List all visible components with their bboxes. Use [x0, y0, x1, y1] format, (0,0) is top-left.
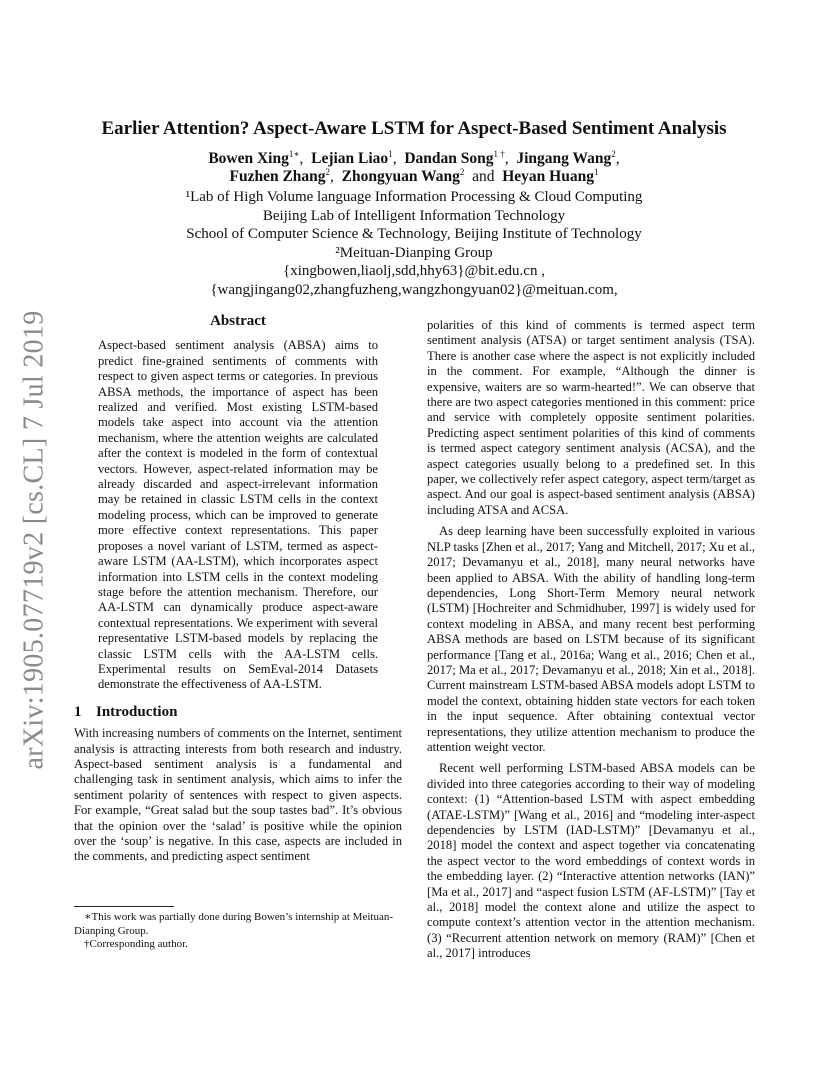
section-heading [74, 705, 402, 720]
author-mark: 1 [388, 148, 393, 159]
author-name: Jingang Wang [516, 150, 612, 167]
author-name: Zhongyuan Wang [341, 167, 460, 185]
author-line-2: Fuzhen Zhang$^2$, Zhongyuan Wang$^2$ and Heyan Huang$^1$ [229, 166, 599, 185]
affiliation-line: Beijing Lab of Intelligent Information Technology [262, 207, 566, 224]
footnote: †Corresponding author. [84, 938, 188, 950]
and-text: and [472, 167, 495, 185]
author-name: Bowen Xing [208, 150, 289, 167]
author-mark: 1 [593, 166, 599, 177]
left-column [74, 314, 402, 871]
email-line: {xingbowen,liaolj,sdd,hhy63}@bit.edu.cn , [283, 263, 545, 279]
author-line-1: Bowen Xing$^{1∗}$, Lejian Liao$^1$, Dandan Song$^{1 \dagger}$, Jingang Wang$^2$, [208, 148, 620, 167]
intro-paragraph: Recent well performing LSTM-based ABSA models can be divided into three categories according to their way of modeling context: (1) “Attention-based LSTM with aspect embedding (ATAE-LSTM)” [Wang et al., 2016] and “modeling inter-aspect dependencies by LSTM (IAD-LSTM)” [Devamanyu et al., 2018] model the context and aspect together via concatenating the aspect vector to the word embeddings of context words in the embedding layer. (2) “Interactive attention networks (IAN)” [Ma et al., 2017] and “aspect fusion LSTM (AF-LSTM)” [Tay et al., 2018] model the context alone and utilize the aspect to compute context’s attention vector in the attention mechanism. (3) “Recurrent attention network on memory (RAM)” [Chen et al., 2017] introduces [427, 761, 755, 961]
email-line: {wangjingang02,zhangfuzheng,wangzhongyuan02}@meituan.com, [210, 281, 618, 298]
affiliation-line: ¹Lab of High Volume language Information Processing & Cloud Computing [185, 189, 643, 205]
right-column [427, 318, 755, 968]
intro-paragraph: With increasing numbers of comments on the Internet, sentiment analysis is attracting interests from both research and industry. Aspect-based sentiment analysis is a fundamental and challenging task in sentiment analysis, which aims to infer the sentiment polarity of sentences with respect to given aspects. For example, “Great salad but the soup tastes bad”. It’s obvious that the opinion over the ‘salad’ is positive while the opinion over the ‘soup’ is negative. In this case, aspects are included in the comments, and predicting aspect sentiment [74, 726, 402, 864]
author-name: Dandan Song [404, 150, 494, 167]
author-name: Fuzhen Zhang [229, 167, 326, 185]
author-mark: 2 [459, 166, 465, 177]
footnotes [74, 906, 402, 952]
footnote: ∗This work was partially done during Bowen’s internship at Meituan-Dianping Group. [74, 911, 394, 937]
affiliations [60, 188, 768, 299]
author-list [60, 150, 768, 185]
arxiv-stamp-text: arXiv:1905.07719v2 [cs.CL] 7 Jul 2019 [19, 310, 50, 770]
section-number: 1 [74, 703, 82, 720]
affiliation-line: ²Meituan-Dianping Group [335, 244, 493, 261]
author-name: Heyan Huang [502, 167, 594, 185]
paper-title: Earlier Attention? Aspect-Aware LSTM for Aspect-Based Sentiment Analysis [101, 118, 727, 139]
affiliation-line: School of Computer Science & Technology, Beijing Institute of Technology [186, 226, 642, 242]
author-mark: 1 † [493, 148, 505, 159]
intro-paragraph: As deep learning have been successfully exploited in various NLP tasks [Zhen et al., 2017; Yang and Mitchell, 2017; Xu et al., 2017; Devamanyu et al., 2018], many neural networks have been applied to ABSA. With the ability of handling long-term dependencies, Long Short-Term Memory neural network (LSTM) [Hochreiter and Schmidhuber, 1997] is widely used for context modeling in ABSA, and many recent best performing ABSA methods are based on LSTM because of its significant performance [Tang et al., 2016a; Wang et al., 2016; Chen et al., 2017; Ma et al., 2017; Devamanyu et al., 2018; Xin et al., 2018]. Current mainstream LSTM-based ABSA models adopt LSTM to model the context, obtaining hidden state vectors for each token in the input sequence. After obtaining contextual vector representations, they utilize attention mechanism to produce the attention weight vector. [427, 524, 755, 754]
author-mark: 1∗ [288, 148, 300, 159]
author-mark: 2 [611, 148, 616, 159]
author-name: Lejian Liao [311, 150, 389, 167]
abstract-heading: Abstract [210, 313, 266, 329]
author-mark: 2 [325, 166, 331, 177]
abstract-text: Aspect-based sentiment analysis (ABSA) aims to predict fine-grained sentiments of comments with respect to given aspect terms or categories. In previous ABSA methods, the importance of aspect has been realized and verified. Most existing LSTM-based models take aspect into account via the attention mechanism, where the attention weights are calculated after the context is modeled in the form of contextual vectors. However, aspect-related information may be already discarded and aspect-irrelevant information may be retained in classic LSTM cells in the context modeling process, which can be improved to generate more effective context representations. This paper proposes a novel variant of LSTM, termed as aspect-aware LSTM (AA-LSTM), which incorporates aspect information into LSTM cells in the context modeling stage before the attention mechanism. Therefore, our AA-LSTM can dynamically produce aspect-aware contextual representations. We experiment with several representative LSTM-based models by replacing the classic LSTM cells with the AA-LSTM cells. Experimental results on SemEval-2014 Datasets demonstrate the effectiveness of AA-LSTM. [98, 338, 378, 692]
footnote-rule [74, 906, 174, 907]
arxiv-stamp [18, 300, 52, 780]
intro-paragraph: polarities of this kind of comments is termed aspect term sentiment analysis (ATSA) or target sentiment analysis (TSA). There is another case where the aspect is not explicitly included in the comment. For example, “Although the dinner is expensive, waiters are so warm-hearted!”. We can observe that there are two aspect categories mentioned in this comment: price and service with completely opposite sentiment polarities. Predicting aspect sentiment polarities of this kind of comments is termed aspect category sentiment analysis (ACSA), and the aspect categories usually belong to a predefined set. In this paper, we collectively refer aspect category, aspect term/target as aspect. And our goal is aspect-based sentiment analysis (ABSA) including ATSA and ACSA. [427, 318, 755, 517]
section-title: Introduction [96, 703, 178, 720]
